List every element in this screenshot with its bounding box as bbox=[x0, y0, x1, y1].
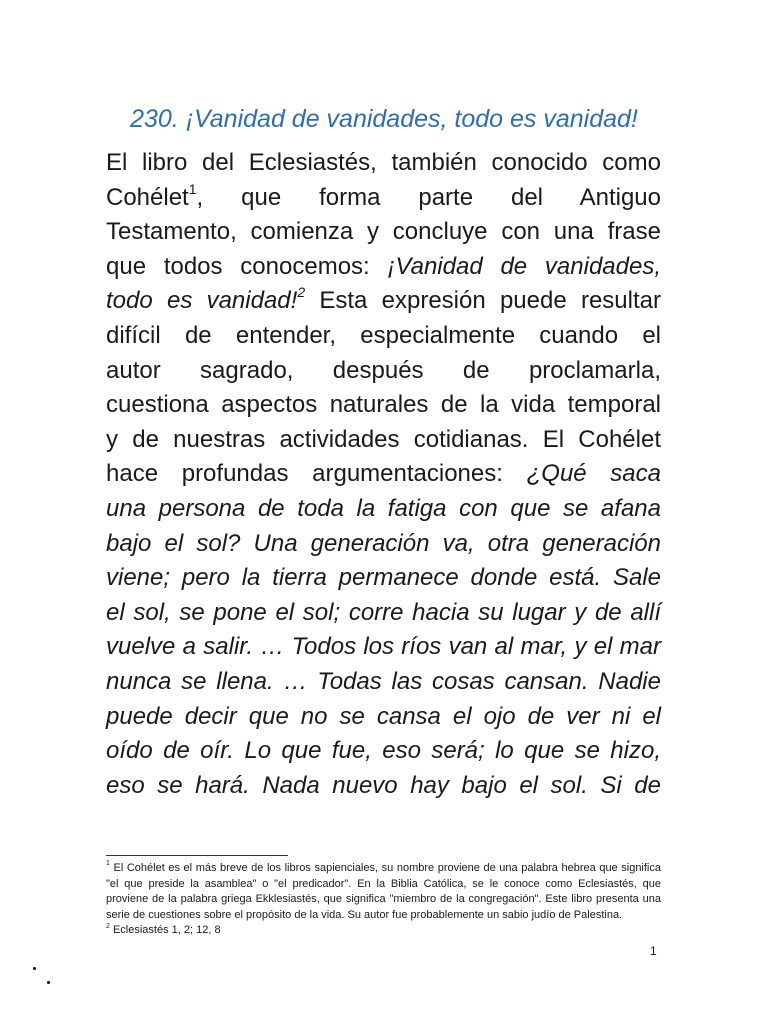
body-line: todo es vanidad!$^2$ Esta expresión puede resultar bbox=[106, 284, 661, 315]
footnote-marker: 2 bbox=[106, 922, 110, 930]
footnotes bbox=[106, 861, 661, 939]
body-line: Testamento, comienza y concluye con una frase bbox=[106, 218, 661, 246]
body-line: el sol, se pone el sol; corre hacia su lugar y de allí bbox=[106, 598, 661, 626]
footnote-divider bbox=[106, 855, 288, 856]
body-line: eso se hará. Nada nuevo hay bajo el sol. Si de bbox=[106, 771, 661, 799]
body-line: que todos conocemos: ¡Vanidad de vanidades, bbox=[106, 252, 661, 280]
body-line: nunca se llena. … Todas las cosas cansan. Nadie bbox=[106, 667, 661, 695]
footnote-1-line: proviene de la palabra griega Ekklesiastés, que significa "miembro de la congregación". Este libro presenta una bbox=[106, 893, 661, 906]
page-number: 1 bbox=[650, 944, 657, 958]
body-line: puede decir que no se cansa el ojo de ver ni el bbox=[106, 702, 661, 730]
body-line: vuelve a salir. … Todos los ríos van al mar, y el mar bbox=[106, 633, 661, 661]
body-line: bajo el sol? Una generación va, otra generación bbox=[106, 529, 661, 557]
body-line: viene; pero la tierra permanece donde está. Sale bbox=[106, 564, 661, 592]
footnote-marker: 1 bbox=[106, 860, 110, 868]
body-line: una persona de toda la fatiga con que se afana bbox=[106, 494, 661, 522]
body-line: cuestiona aspectos naturales de la vida temporal bbox=[106, 391, 661, 419]
body-line: autor sagrado, después de proclamarla, bbox=[106, 356, 661, 384]
body-line: Cohélet$^1$, que forma parte del Antiguo bbox=[106, 180, 661, 211]
body-line: difícil de entender, especialmente cuando el bbox=[106, 321, 661, 349]
footnote-1-line: serie de cuestiones sobre el propósito de la vida. Su autor fue probablemente un sabio judío de Palestina. bbox=[106, 908, 623, 921]
footnote-1-line: "el que preside la asamblea" o "el predicador". En la Biblia Católica, se le conoce como Eclesiastés, que bbox=[106, 877, 661, 890]
body-paragraph bbox=[106, 146, 661, 803]
section-heading: 230. ¡Vanidad de vanidades, todo es vanidad! bbox=[130, 105, 638, 133]
footnote-ref-1[interactable]: 1 bbox=[188, 180, 197, 197]
footnote-ref-2[interactable]: 2 bbox=[297, 284, 306, 301]
body-line: El libro del Eclesiastés, también conocido como bbox=[106, 149, 661, 176]
footnote-2: $^2$ Eclesiastés 1, 2; 12, 8 bbox=[106, 922, 221, 937]
body-line: y de nuestras actividades cotidianas. El Cohélet bbox=[106, 425, 661, 453]
body-line: hace profundas argumentaciones: ¿Qué saca bbox=[106, 460, 662, 488]
scan-speck bbox=[47, 981, 50, 984]
body-line: oído de oír. Lo que fue, eso será; lo que se hizo, bbox=[106, 737, 661, 765]
scan-speck bbox=[33, 967, 36, 970]
footnote-1: $^1$ El Cohélet es el más breve de los libros sapienciales, su nombre proviene de una palabra hebrea que significa bbox=[106, 860, 661, 874]
